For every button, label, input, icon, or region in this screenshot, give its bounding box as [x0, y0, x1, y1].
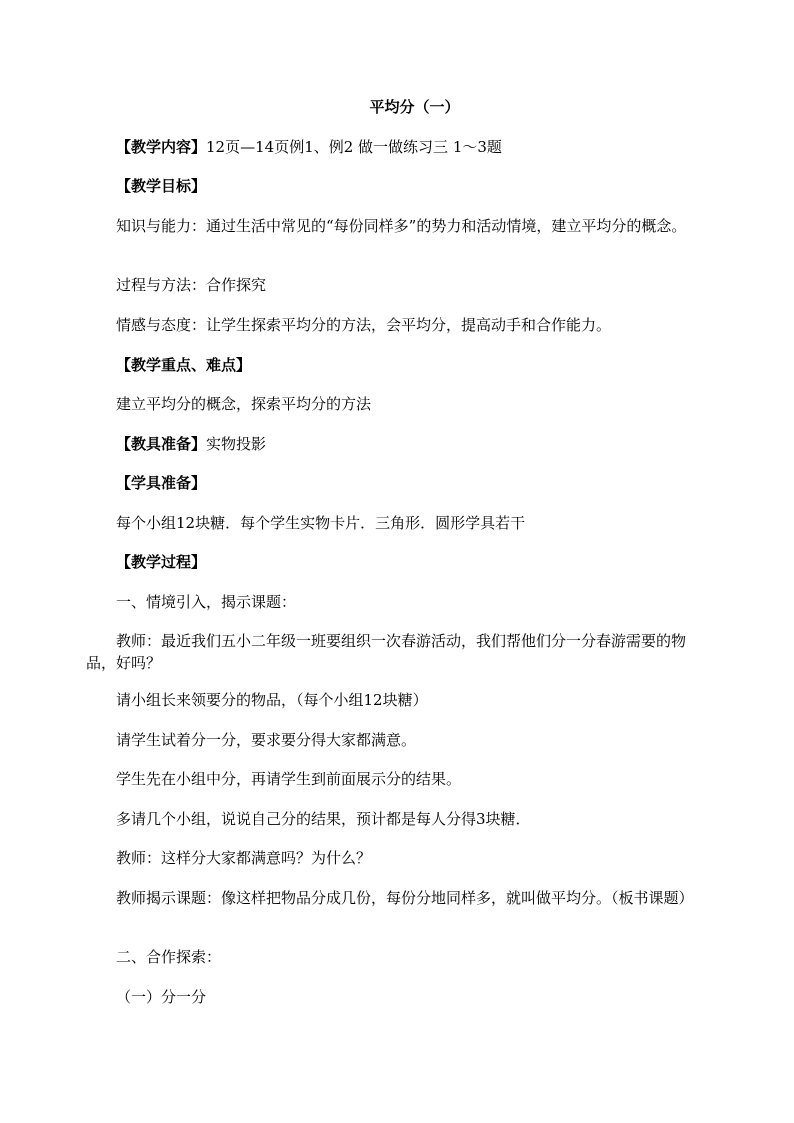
teaching-tools-text: 实物投影 [206, 435, 267, 453]
teaching-process-heading: 【教学过程】 [116, 553, 207, 571]
student-tools-text: 每个小组12块糖．每个学生实物卡片．三角形．圆形学具若干 [116, 514, 526, 532]
goal-knowledge-paragraph: 知识与能力：通过生活中常见的“每份同样多”的势力和活动情境，建立平均分的概念。 [116, 217, 687, 235]
process-paragraph-1: 教师：最近我们五小二年级一班要组织一次春游活动，我们帮他们分一分春游需要的物品，好吗？ [86, 632, 687, 672]
process-paragraph-2: 请小组长来领要分的物品，（每个小组12块糖） [116, 691, 428, 709]
key-points-text: 建立平均分的概念，探索平均分的方法 [116, 395, 372, 413]
process-paragraph-3: 请学生试着分一分，要求要分得大家都满意。 [116, 731, 417, 749]
page-title: 平均分（一） [369, 98, 460, 116]
section-one-heading: 一、情境引入，揭示课题： [116, 593, 297, 611]
teaching-goals-heading: 【教学目标】 [116, 177, 207, 195]
teaching-content-label: 【教学内容】 [116, 138, 207, 156]
key-points-heading: 【教学重点、难点】 [116, 356, 252, 374]
process-paragraph-4: 学生先在小组中分，再请学生到前面展示分的结果。 [116, 770, 462, 788]
process-paragraph-7: 教师揭示课题：像这样把物品分成几份，每份分地同样多，就叫做平均分。（板书课题） [116, 889, 694, 907]
goal-process-paragraph: 过程与方法：合作探究 [116, 276, 267, 294]
section-two-heading: 二、合作探索： [116, 948, 222, 966]
teaching-tools-line [86, 433, 740, 455]
goal-emotion-paragraph: 情感与态度：让学生探索平均分的方法，会平均分，提高动手和合作能力。 [116, 316, 612, 334]
teaching-tools-label: 【教具准备】 [116, 435, 207, 453]
teaching-content-text: 12页—14页例1、例2 做一做练习三 1～3题 [206, 138, 502, 156]
student-tools-heading: 【学具准备】 [116, 474, 207, 492]
process-paragraph-5: 多请几个小组，说说自己分的结果，预计都是每人分得3块糖． [116, 810, 531, 828]
process-paragraph-6: 教师：这样分大家都满意吗？为什么？ [116, 849, 372, 867]
teaching-content-line [86, 136, 740, 158]
subsection-one-heading: （一）分一分 [116, 988, 207, 1006]
